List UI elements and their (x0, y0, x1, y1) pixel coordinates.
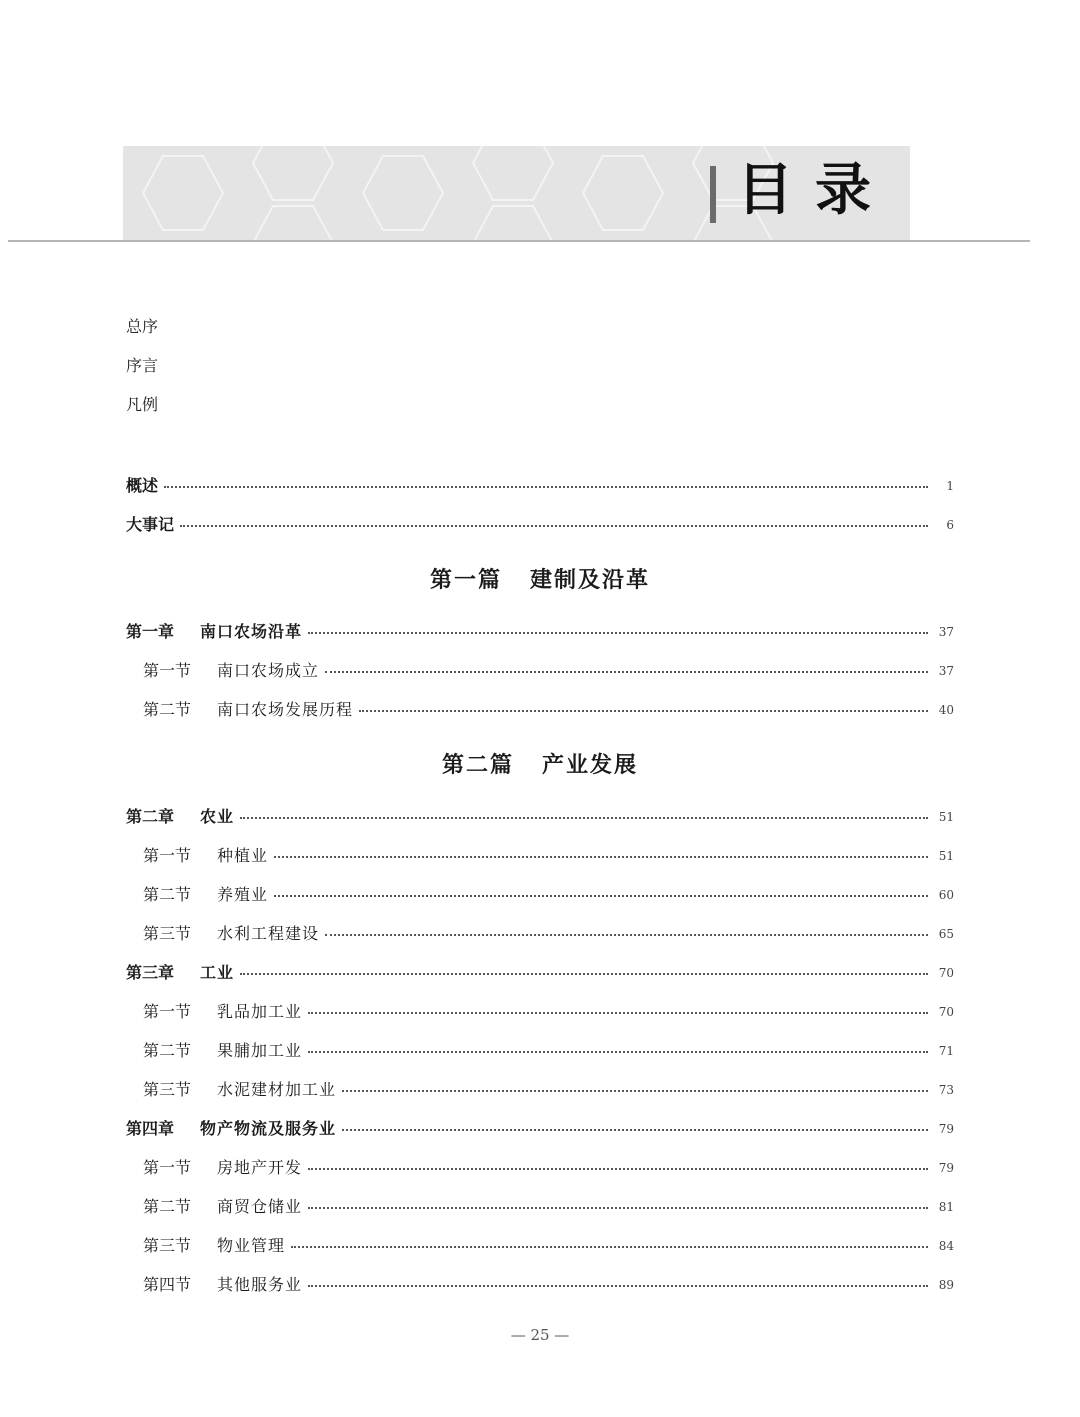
section-title: 物业管理 (217, 1235, 286, 1255)
toc-page-number: 79 (938, 1122, 954, 1136)
chapter-title: 南口农场沿革 (200, 621, 303, 641)
page-number: — 25 — (510, 1326, 570, 1344)
leader-dots (308, 1207, 928, 1209)
section-number: 第三节 (143, 923, 192, 943)
chapter-title: 工业 (200, 962, 235, 982)
leader-dots (325, 934, 928, 936)
toc-section[interactable] (143, 657, 954, 681)
section-number: 第三节 (143, 1079, 192, 1099)
chapter-number: 第三章 (126, 962, 175, 982)
part-number: 第一篇 (429, 567, 502, 593)
toc-page-number: 79 (938, 1161, 954, 1175)
toc-chapter[interactable] (126, 1115, 954, 1139)
toc-section[interactable] (143, 842, 954, 866)
page-title: 目录 (737, 158, 893, 223)
toc-section[interactable] (143, 1232, 954, 1256)
section-number: 第二节 (143, 699, 192, 719)
toc-page-number: 51 (938, 810, 954, 824)
front-matter-item[interactable]: 总序 (126, 317, 159, 336)
front-matter-item[interactable]: 序言 (126, 356, 159, 375)
leader-dots (308, 1285, 928, 1287)
leader-dots (164, 486, 928, 488)
section-title: 南口农场发展历程 (217, 699, 354, 719)
part-heading (0, 563, 1080, 594)
section-number: 第三节 (143, 1235, 192, 1255)
leader-dots (325, 671, 928, 673)
leader-dots (342, 1090, 928, 1092)
toc-section[interactable] (143, 1037, 954, 1061)
toc-section[interactable] (143, 1193, 954, 1217)
chapter-title: 农业 (200, 806, 235, 826)
section-number: 第一节 (143, 1157, 192, 1177)
section-title: 果脯加工业 (217, 1040, 303, 1060)
toc-page-number: 40 (938, 703, 954, 717)
section-number: 第一节 (143, 1001, 192, 1021)
toc-entry-label: 大事记 (126, 514, 175, 534)
toc-page-number: 6 (946, 518, 954, 532)
section-title: 水泥建材加工业 (217, 1079, 337, 1099)
leader-dots (274, 856, 928, 858)
chapter-number: 第一章 (126, 621, 175, 641)
toc-page-number: 71 (938, 1044, 954, 1058)
section-title: 其他服务业 (217, 1274, 303, 1294)
section-number: 第一节 (143, 660, 192, 680)
section-title: 乳品加工业 (217, 1001, 303, 1021)
section-title: 养殖业 (217, 884, 269, 904)
leader-dots (308, 1012, 928, 1014)
toc-page-number: 51 (938, 849, 954, 863)
leader-dots (359, 710, 928, 712)
leader-dots (291, 1246, 928, 1248)
toc-page-number: 65 (938, 927, 954, 941)
toc-page-number: 60 (938, 888, 954, 902)
toc-page-number: 37 (938, 625, 954, 639)
section-number: 第一节 (143, 845, 192, 865)
toc-page-number: 70 (938, 966, 954, 980)
leader-dots (308, 1051, 928, 1053)
toc-section[interactable] (143, 998, 954, 1022)
leader-dots (342, 1129, 928, 1131)
leader-dots (240, 817, 928, 819)
section-title: 南口农场成立 (217, 660, 320, 680)
section-title: 房地产开发 (217, 1157, 303, 1177)
header-accent-bar (710, 166, 716, 223)
toc-entry-label: 概述 (126, 475, 159, 495)
toc-section[interactable] (143, 696, 954, 720)
toc-page-number: 81 (938, 1200, 954, 1214)
section-title: 种植业 (217, 845, 269, 865)
leader-dots (308, 632, 928, 634)
chapter-number: 第四章 (126, 1118, 175, 1138)
section-number: 第四节 (143, 1274, 192, 1294)
toc-page-number: 73 (938, 1083, 954, 1097)
part-heading (0, 748, 1080, 779)
chapter-number: 第二章 (126, 806, 175, 826)
toc-section[interactable] (143, 1076, 954, 1100)
header-divider (8, 240, 1030, 242)
section-number: 第二节 (143, 884, 192, 904)
part-title: 建制及沿革 (530, 567, 651, 593)
toc-page-number: 89 (938, 1278, 954, 1292)
leader-dots (274, 895, 928, 897)
section-number: 第二节 (143, 1040, 192, 1060)
toc-page-number: 1 (946, 479, 954, 493)
toc-section[interactable] (143, 920, 954, 944)
leader-dots (180, 525, 928, 527)
section-title: 商贸仓储业 (217, 1196, 303, 1216)
part-number: 第二篇 (441, 752, 514, 778)
toc-entry[interactable] (126, 511, 954, 535)
chapter-title: 物产物流及服务业 (200, 1118, 337, 1138)
toc-section[interactable] (143, 1154, 954, 1178)
leader-dots (308, 1168, 928, 1170)
toc-chapter[interactable] (126, 959, 954, 983)
part-title: 产业发展 (542, 752, 639, 778)
leader-dots (240, 973, 928, 975)
front-matter-item[interactable]: 凡例 (126, 395, 159, 414)
toc-chapter[interactable] (126, 803, 954, 827)
toc-chapter[interactable] (126, 618, 954, 642)
toc-page-number: 70 (938, 1005, 954, 1019)
toc-page-number: 37 (938, 664, 954, 678)
section-title: 水利工程建设 (217, 923, 320, 943)
toc-section[interactable] (143, 881, 954, 905)
toc-section[interactable] (143, 1271, 954, 1295)
section-number: 第二节 (143, 1196, 192, 1216)
toc-page-number: 84 (938, 1239, 954, 1253)
toc-entry[interactable] (126, 472, 954, 496)
